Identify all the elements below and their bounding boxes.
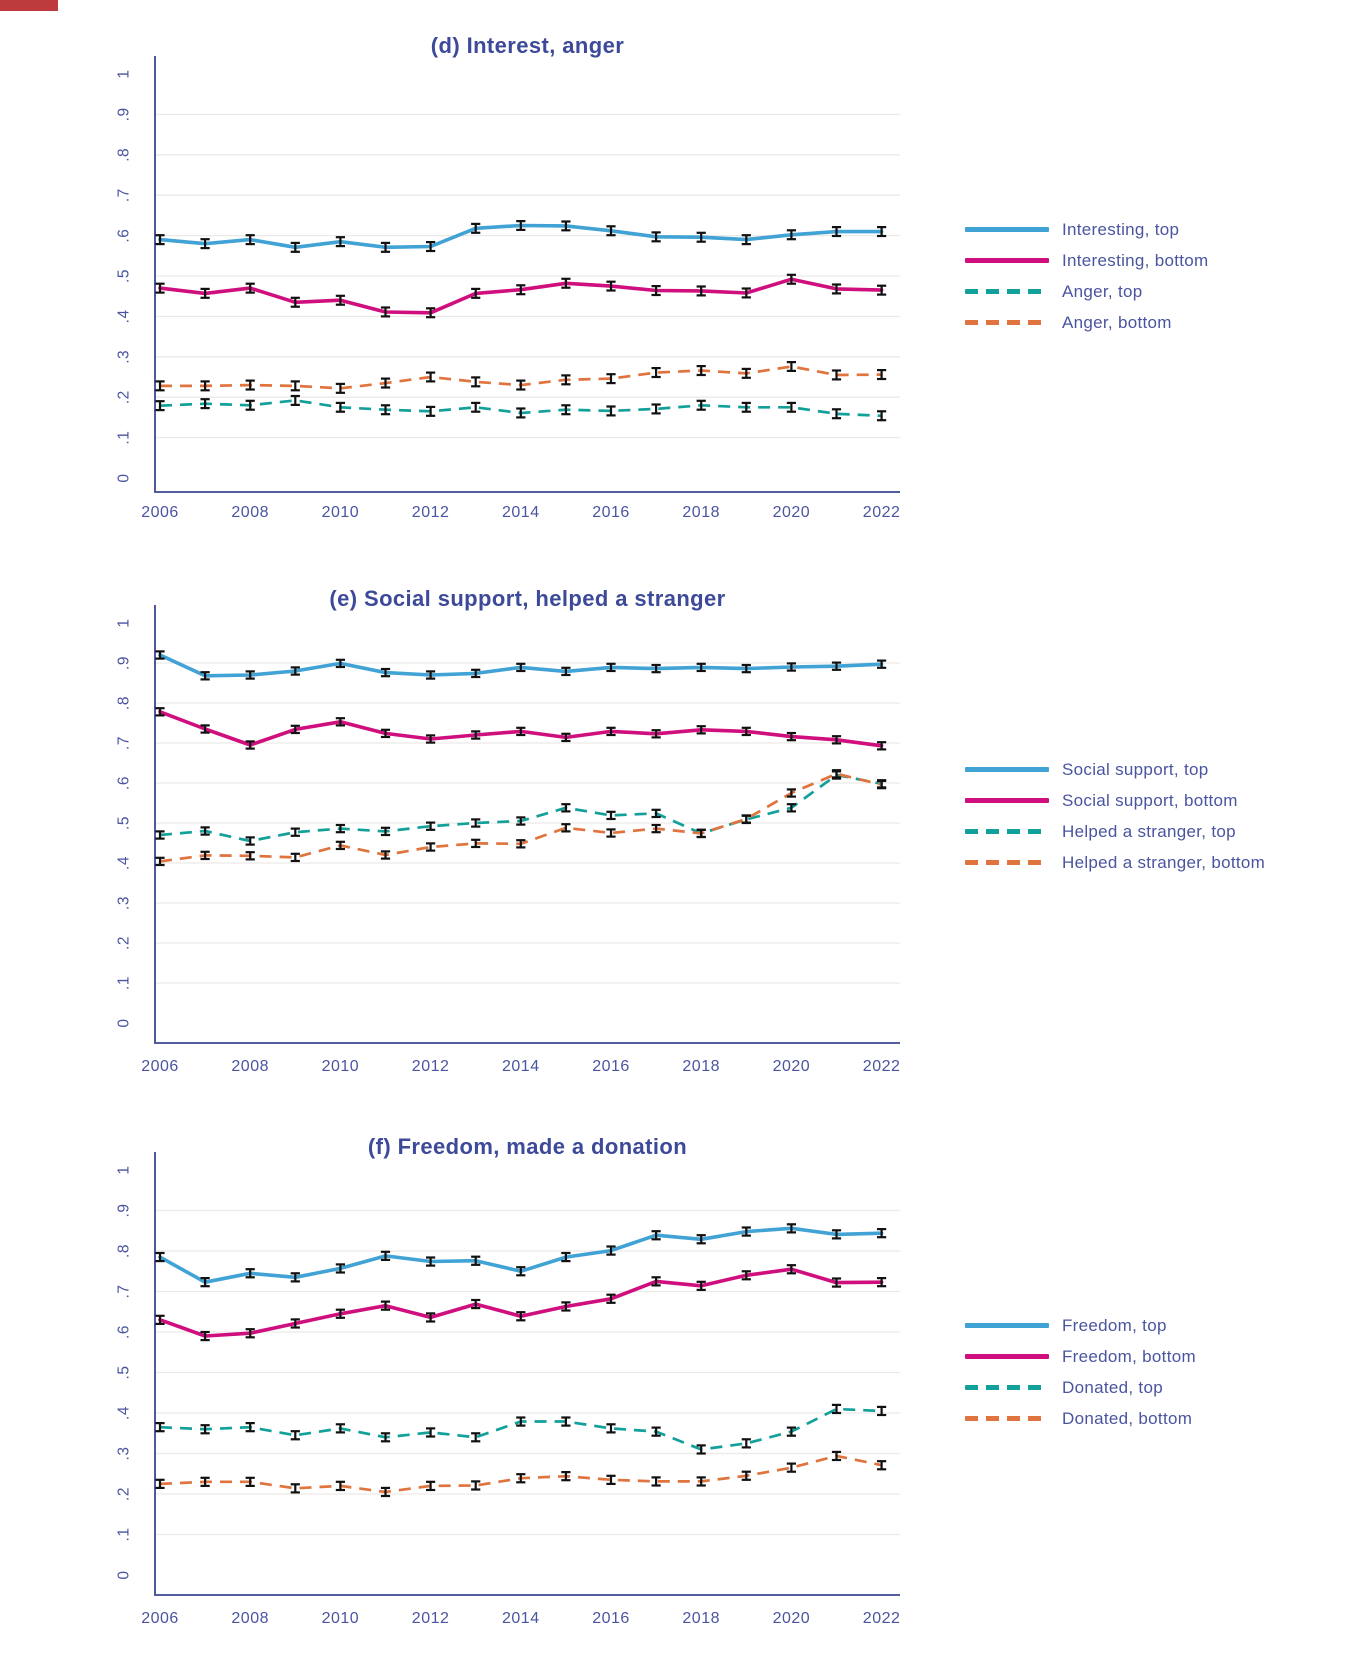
- chart-e-title: (e) Social support, helped a stranger: [329, 586, 726, 611]
- svg-text:2022: 2022: [862, 1610, 901, 1627]
- svg-text:.6: .6: [115, 776, 133, 790]
- chart-e-plot: [116, 605, 901, 1075]
- svg-text:0: 0: [115, 473, 133, 483]
- svg-text:2016: 2016: [592, 1610, 630, 1627]
- svg-text:.3: .3: [115, 896, 133, 910]
- svg-text:2006: 2006: [141, 504, 179, 521]
- series-line-f-2: [160, 1409, 882, 1450]
- legend-label: Freedom, bottom: [1062, 1346, 1196, 1366]
- svg-text:1: 1: [115, 1165, 133, 1175]
- legend-dashed-swatch: [965, 860, 1049, 865]
- legend-dashed-swatch: [965, 320, 1049, 325]
- svg-text:2022: 2022: [862, 504, 901, 521]
- svg-text:.2: .2: [115, 390, 133, 405]
- gridlines: [155, 1211, 900, 1535]
- error-bars: [155, 1224, 886, 1496]
- axes: [155, 1152, 900, 1595]
- legend-label: Donated, bottom: [1062, 1408, 1193, 1428]
- legend-label: Interesting, top: [1062, 219, 1180, 239]
- svg-text:.1: .1: [115, 430, 133, 445]
- legend-line-swatch: [965, 1354, 1049, 1359]
- legend-item: [965, 276, 1209, 307]
- svg-text:2012: 2012: [411, 504, 450, 521]
- svg-text:2014: 2014: [502, 1058, 540, 1075]
- svg-text:0: 0: [115, 1018, 133, 1028]
- svg-text:2010: 2010: [321, 504, 360, 521]
- svg-text:.7: .7: [115, 1284, 133, 1299]
- svg-text:2010: 2010: [321, 1058, 360, 1075]
- svg-text:.9: .9: [115, 656, 133, 670]
- chart-d-plot: [116, 56, 901, 521]
- svg-text:.6: .6: [115, 228, 133, 243]
- svg-text:.4: .4: [115, 856, 133, 870]
- legend-label: Social support, bottom: [1062, 790, 1238, 810]
- legend-item: [965, 785, 1265, 816]
- svg-text:.1: .1: [115, 976, 133, 990]
- series-line-e-2: [160, 775, 882, 841]
- legend-line-swatch: [965, 1323, 1049, 1328]
- series-line-f-1: [160, 1269, 882, 1336]
- svg-text:.9: .9: [115, 107, 133, 122]
- y-axis-labels: [116, 1165, 133, 1579]
- legend-item: [965, 245, 1209, 276]
- y-axis-labels: [116, 618, 133, 1027]
- legend-label: Social support, top: [1062, 759, 1209, 779]
- error-bars: [155, 651, 886, 865]
- legend-line-swatch: [965, 258, 1049, 263]
- legend-dashed-swatch: [965, 829, 1049, 834]
- svg-text:.1: .1: [115, 1527, 133, 1542]
- chart-f-plot: [116, 1152, 901, 1627]
- y-axis-labels: [116, 69, 133, 482]
- x-axis-labels: [141, 504, 900, 521]
- svg-text:.8: .8: [115, 1244, 133, 1258]
- svg-text:.3: .3: [115, 1446, 133, 1461]
- svg-text:2018: 2018: [682, 1058, 720, 1075]
- legend-label: Helped a stranger, bottom: [1062, 852, 1266, 872]
- svg-text:2022: 2022: [862, 1058, 901, 1075]
- svg-text:.8: .8: [115, 147, 133, 162]
- chart-e-legend: [965, 754, 1265, 878]
- svg-text:2006: 2006: [141, 1058, 179, 1075]
- svg-text:2020: 2020: [772, 1058, 811, 1075]
- legend-item: [965, 1403, 1196, 1434]
- svg-text:0: 0: [115, 1570, 133, 1580]
- svg-text:2018: 2018: [682, 1610, 720, 1627]
- chart-f-legend: [965, 1310, 1196, 1434]
- svg-text:.2: .2: [115, 1487, 133, 1501]
- legend-item: [965, 1310, 1196, 1341]
- svg-text:.7: .7: [115, 188, 133, 203]
- legend-label: Freedom, top: [1062, 1315, 1167, 1335]
- svg-text:.8: .8: [115, 696, 133, 710]
- svg-text:2020: 2020: [772, 504, 811, 521]
- svg-text:2008: 2008: [231, 1058, 269, 1075]
- svg-text:2008: 2008: [231, 504, 269, 521]
- svg-text:2012: 2012: [411, 1610, 450, 1627]
- legend-label: Donated, top: [1062, 1377, 1163, 1397]
- chart-d-legend: [965, 214, 1209, 338]
- svg-text:1: 1: [115, 618, 133, 628]
- legend-label: Anger, top: [1062, 281, 1143, 301]
- svg-text:2016: 2016: [592, 1058, 630, 1075]
- svg-text:.5: .5: [115, 816, 133, 830]
- legend-line-swatch: [965, 227, 1049, 232]
- svg-text:2006: 2006: [141, 1610, 179, 1627]
- svg-text:1: 1: [115, 69, 133, 79]
- svg-text:.2: .2: [115, 936, 133, 950]
- legend-dashed-swatch: [965, 1385, 1049, 1390]
- legend-line-swatch: [965, 798, 1049, 803]
- svg-text:.6: .6: [115, 1325, 133, 1339]
- svg-text:.4: .4: [115, 1406, 133, 1420]
- x-axis-labels: [141, 1058, 900, 1075]
- legend-item: [965, 307, 1209, 338]
- svg-text:.9: .9: [115, 1203, 133, 1218]
- svg-text:2012: 2012: [411, 1058, 450, 1075]
- svg-text:2014: 2014: [502, 1610, 540, 1627]
- gridlines: [155, 663, 900, 983]
- svg-text:.5: .5: [115, 269, 133, 283]
- legend-item: [965, 754, 1265, 785]
- svg-text:2018: 2018: [682, 504, 720, 521]
- svg-text:2014: 2014: [502, 504, 540, 521]
- legend-item: [965, 816, 1265, 847]
- legend-label: Interesting, bottom: [1062, 250, 1209, 270]
- svg-text:2008: 2008: [231, 1610, 269, 1627]
- legend-item: [965, 1372, 1196, 1403]
- svg-text:.3: .3: [115, 349, 133, 364]
- legend-item: [965, 1341, 1196, 1372]
- svg-text:.4: .4: [115, 309, 133, 324]
- svg-text:.7: .7: [115, 736, 133, 750]
- legend-dashed-swatch: [965, 289, 1049, 294]
- svg-text:2016: 2016: [592, 504, 630, 521]
- gridlines: [155, 114, 900, 437]
- x-axis-labels: [141, 1610, 900, 1627]
- svg-text:.5: .5: [115, 1365, 133, 1380]
- legend-label: Helped a stranger, top: [1062, 821, 1236, 841]
- legend-item: [965, 214, 1209, 245]
- chart-d-title: (d) Interest, anger: [430, 33, 625, 58]
- legend-label: Anger, bottom: [1062, 312, 1172, 332]
- legend-dashed-swatch: [965, 1416, 1049, 1421]
- svg-text:2020: 2020: [772, 1610, 811, 1627]
- svg-text:2010: 2010: [321, 1610, 360, 1627]
- legend-item: [965, 847, 1265, 878]
- error-bars: [155, 221, 886, 420]
- legend-line-swatch: [965, 767, 1049, 772]
- chart-f-title: (f) Freedom, made a donation: [367, 1134, 688, 1159]
